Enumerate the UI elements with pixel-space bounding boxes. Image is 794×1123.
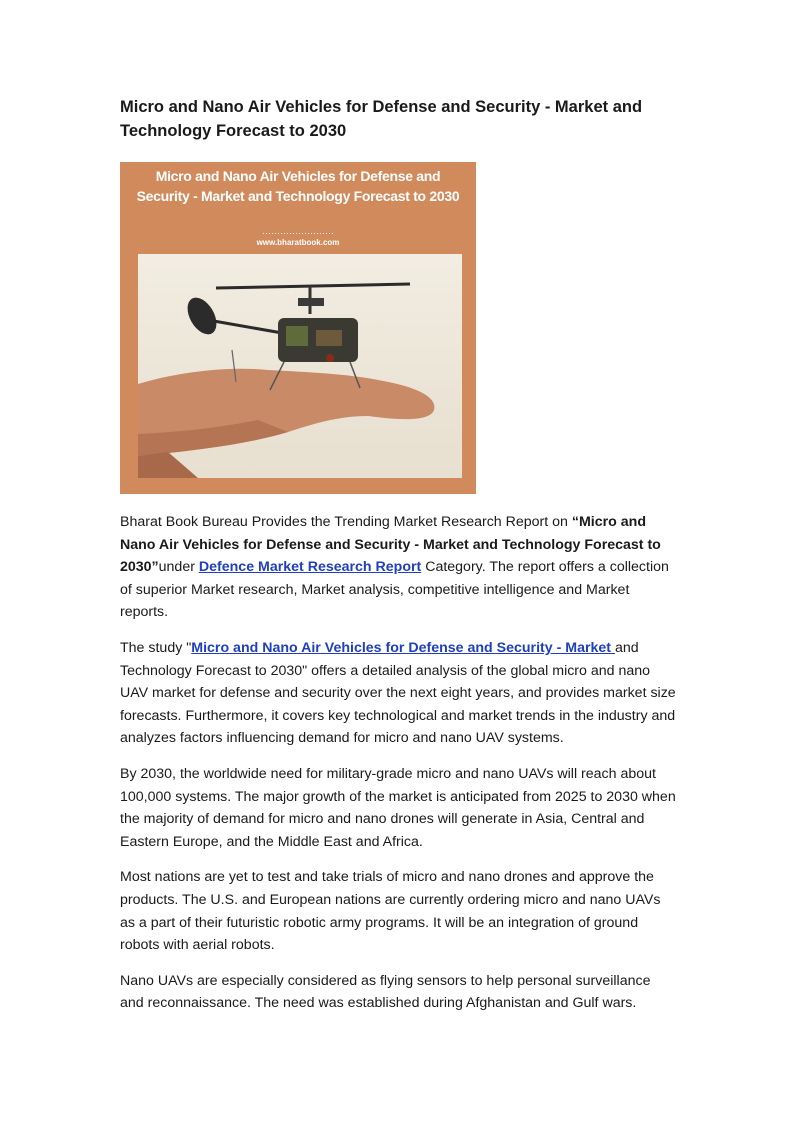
helicopter-on-hand-photo — [138, 254, 462, 478]
cover-divider-dots: …………………… — [262, 226, 334, 236]
paragraph-nations: Most nations are yet to test and take trials of micro and nano drones and approve the products. The U.S. and European nations are currently ordering micro and nano UAVs as a part of their futuristic robotic army programs. It will be an integration of ground robots with aerial robots. — [120, 869, 661, 954]
paragraph-forecast: By 2030, the worldwide need for military-grade micro and nano UAVs will reach about 100,000 systems. The major growth of the market is anticipated from 2025 to 2030 when the majority of demand for micro and nano drones will generate in Asia, Central and Eastern Europe, and the Middle East and Africa. — [120, 765, 676, 850]
study-rest: and Technology Forecast to 2030" offers a detailed analysis of the global micro and nano UAV market for defense and security over the next eight years, and provides market size forecasts. Furthermore, it covers key technological and market trends in the industry and analyzes factors influencing demand for micro and nano UAV systems. — [120, 639, 676, 747]
document-body — [120, 511, 676, 1028]
helicopter-illustration — [138, 254, 462, 478]
rotor-hub — [298, 298, 324, 306]
paragraph-study — [120, 637, 676, 750]
defence-market-link[interactable]: Defence Market Research Report — [198, 559, 422, 576]
battery-pack — [316, 330, 342, 346]
circuit-board — [286, 326, 308, 346]
intro-text: Bharat Book Bureau Provides the Trending Market Research Report on — [120, 514, 572, 530]
tail-boom — [208, 320, 288, 334]
main-rotor-blade — [216, 284, 410, 288]
study-intro: The study " — [120, 639, 192, 656]
report-title-bold: “Micro and Nano Air Vehicles for Defense and Security - Market and Technology Forecast to 2030” — [120, 514, 661, 576]
wrist-shape — [138, 452, 198, 478]
indicator-light — [326, 354, 334, 362]
report-cover-image — [120, 162, 476, 494]
paragraph-nano-uavs: Nano UAVs are especially considered as flying sensors to help personal surveillance and reconnaissance. The need was established during Afghanistan and Gulf wars. — [120, 972, 651, 1012]
paragraph-intro — [120, 511, 676, 624]
intro-rest: Category. The report offers a collection of superior Market research, Market analysis, competitive intelligence and Market reports. — [120, 559, 669, 621]
document-title: Micro and Nano Air Vehicles for Defense and Security - Market and Technology Forecast to 2030 — [120, 98, 643, 140]
cover-title: Micro and Nano Air Vehicles for Defense and Security - Market and Technology Forecast to 2030 — [136, 168, 460, 204]
under-text: under — [158, 559, 199, 576]
tail-rotor — [182, 293, 223, 340]
cover-website: www.bharatbook.com — [256, 238, 340, 247]
report-title-link[interactable]: Micro and Nano Air Vehicles for Defense and Security - Market — [191, 639, 615, 656]
